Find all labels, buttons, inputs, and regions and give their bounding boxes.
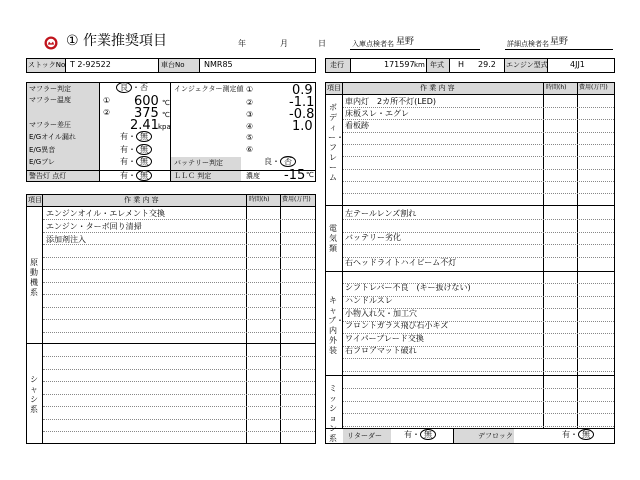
row-rule: [43, 394, 315, 395]
retarder-no: 無: [420, 429, 436, 440]
battery-bad: 否: [280, 156, 296, 167]
right-sec1-row-1: 車内灯 2カ所不灯(LED): [345, 97, 437, 106]
car-label: 車台No: [161, 61, 185, 69]
right-section4-label: ミッション系: [329, 384, 337, 443]
row-rule: [343, 181, 614, 182]
page-title: ① 作業推奨項目: [66, 33, 168, 49]
row-rule: [343, 308, 614, 309]
option-sep: ・: [132, 83, 140, 92]
detail-inspector-label: 詳細点検者名: [507, 40, 549, 48]
year-value: 29.2: [478, 60, 496, 69]
right-section-divider-3: [325, 375, 615, 376]
option-sep: ・: [128, 145, 136, 154]
row-rule: [43, 257, 315, 258]
row-rule: [343, 296, 614, 297]
right-header-cost: 費用(万円): [579, 84, 608, 91]
inspector-underline: [350, 49, 480, 50]
difflock-no: 無: [578, 429, 594, 440]
row-rule: [43, 307, 315, 308]
right-sec3-row-5: ワイパーブレード交換: [345, 334, 424, 343]
left-header-line: [26, 206, 316, 207]
right-sec3-row-3: 小物入れ欠・加工穴: [345, 309, 417, 318]
detail-inspector-name: 星野: [550, 37, 569, 47]
right-sec1-row-3: 看板跡: [345, 121, 369, 130]
muffler-temp-value2: 375: [134, 106, 159, 121]
row-rule: [343, 358, 614, 359]
option-sep: ・: [128, 157, 136, 166]
left-row-2: エンジン・ターボ回り清掃: [46, 222, 142, 231]
oil-leak-options: [120, 133, 152, 141]
oil-leak-label: E/Gオイル漏れ: [29, 133, 76, 141]
option-sep: ・: [128, 132, 136, 141]
noise-label: E/G異音: [29, 146, 56, 154]
row-rule: [43, 419, 315, 420]
right-header-line: [325, 94, 615, 95]
retarder-yes: 有: [404, 430, 412, 439]
mileage-value: 171597: [384, 60, 415, 69]
battery-options: [264, 158, 296, 166]
left-section1-label: 原動機系: [30, 258, 38, 297]
row-rule: [43, 294, 315, 295]
right-sec3-row-2: ハンドルスレ: [345, 296, 393, 305]
muffler-pressure-value: 2.41: [130, 118, 159, 133]
row-rule: [343, 107, 614, 108]
injector-label: インジェクター測定値: [174, 85, 244, 93]
option-sep: ・: [570, 430, 578, 439]
right-sec1-row-2: 床板スレ・エグレ: [345, 109, 409, 118]
row-rule: [343, 232, 614, 233]
row-rule: [43, 332, 315, 333]
right-section1-label: ボディー・フレーム: [328, 103, 344, 182]
option-sep: ・: [272, 157, 280, 166]
injector-num-6: ⑥: [246, 145, 254, 154]
row-rule: [343, 426, 614, 427]
row-rule: [43, 269, 315, 270]
row-rule: [343, 244, 614, 245]
left-header-cost: 費用(万円): [282, 196, 311, 203]
right-section-divider-2: [325, 271, 615, 272]
vibration-options: [120, 158, 152, 166]
row-rule: [343, 144, 614, 145]
row-rule: [343, 413, 614, 414]
muffler-pressure-label: マフラー差圧: [29, 121, 71, 129]
engine-label: エンジン型式: [506, 61, 548, 69]
right-table-header: [326, 83, 614, 94]
row-rule: [43, 319, 315, 320]
oil-leak-no: 無: [136, 131, 152, 142]
row-rule: [43, 232, 315, 233]
row-rule: [43, 282, 315, 283]
right-section2-label: 電気類: [329, 224, 337, 253]
year-label: 年式: [430, 61, 444, 69]
row-rule: [343, 156, 614, 157]
row-rule: [43, 381, 315, 382]
right-sec2-row-1: 左テールレンズ割れ: [345, 209, 417, 218]
date-month-label: 月: [280, 39, 288, 48]
vibration-label: E/Gブレ: [29, 158, 55, 166]
right-sec2-row-2: バッテリー劣化: [345, 233, 401, 242]
mileage-label: 走行: [330, 61, 344, 69]
row-rule: [343, 401, 614, 402]
right-col-time: [543, 82, 544, 428]
row-rule: [343, 283, 614, 284]
vibration-no: 無: [136, 156, 152, 167]
llc-value: -15: [284, 168, 306, 183]
muffler-temp-value1: 600: [134, 94, 159, 109]
right-sec3-row-1: シフトレバー不良 (キー抜けない): [345, 283, 471, 292]
left-header-content: 作 業 内 容: [124, 196, 159, 204]
left-table-header: [27, 195, 315, 206]
retarder-options: [404, 431, 436, 439]
left-row-1: エンジンオイル・エレメント交換: [46, 209, 165, 218]
row-rule: [343, 371, 614, 372]
right-header-time: 時間(h): [546, 84, 567, 91]
noise-options: [120, 146, 152, 154]
row-rule: [343, 321, 614, 322]
inspector-name: 星野: [396, 37, 415, 47]
left-row-3: 添加剤注入: [46, 235, 86, 244]
row-rule: [343, 388, 614, 389]
warning-light-label: 警告灯 点灯: [29, 172, 67, 180]
date-year-label: 年: [238, 39, 246, 48]
right-sec2-row-3: 右ヘッドライトハイビーム不灯: [345, 258, 457, 267]
option-sep: ・: [412, 430, 420, 439]
detail-inspector-underline: [505, 49, 613, 50]
right-section-divider-1: [325, 205, 615, 206]
injector-num-3: ③: [246, 110, 254, 119]
battery-label: バッテリー判定: [174, 159, 223, 167]
row-rule: [343, 346, 614, 347]
row-rule: [43, 406, 315, 407]
injector-value-4: 1.0: [292, 119, 313, 134]
muffler-judge-options: [116, 84, 148, 92]
row-rule: [43, 244, 315, 245]
check-divider: [99, 82, 100, 182]
row-rule: [43, 369, 315, 370]
car-value: NMR85: [204, 60, 233, 69]
injector-num-1: ①: [246, 85, 254, 94]
engine-value: 4JJ1: [570, 60, 585, 69]
row-rule: [43, 356, 315, 357]
injector-value-3: -0.8: [289, 107, 315, 122]
warning-options: [120, 172, 152, 180]
row-rule: [343, 169, 614, 170]
muffler-judge-label: マフラー判定: [29, 85, 71, 93]
noise-yes: 有: [120, 145, 128, 154]
inspector-label: 入庫点検者名: [352, 40, 394, 48]
option-sep: ・: [128, 171, 136, 180]
row-rule: [343, 333, 614, 334]
noise-no: 無: [136, 144, 152, 155]
warning-yes: 有: [120, 171, 128, 180]
right-section3-label: キャブ・内外装: [328, 296, 344, 355]
muffler-judge-good: 良: [116, 82, 132, 93]
stock-value: T 2-92522: [70, 60, 111, 69]
injector-value-2: -1.1: [289, 95, 315, 110]
llc-label: ＬＬＣ 判定: [174, 172, 212, 180]
row-rule: [43, 431, 315, 432]
right-header-content: 作 業 内 容: [420, 84, 455, 92]
date-day-label: 日: [318, 39, 326, 48]
vibration-yes: 有: [120, 157, 128, 166]
injector-num-2: ②: [246, 98, 254, 107]
row-rule: [343, 132, 614, 133]
left-section-divider: [26, 343, 316, 344]
right-col-cost: [577, 82, 578, 428]
row-rule: [43, 219, 315, 220]
right-sec3-row-4: フロントガラス飛び石小キズ: [345, 321, 449, 330]
injector-value-1: 0.9: [292, 83, 313, 98]
right-sec3-row-6: 右フロアマット破れ: [345, 346, 417, 355]
row-rule: [343, 219, 614, 220]
muffler-temp-unit1: ℃: [162, 99, 170, 107]
difflock-yes: 有: [562, 430, 570, 439]
retarder-label: リターダー: [347, 432, 382, 440]
year-era: H: [458, 60, 465, 69]
row-rule: [343, 257, 614, 258]
oil-leak-yes: 有: [120, 132, 128, 141]
llc-conc-label: 濃度: [246, 172, 260, 180]
left-section2-label: シャシ系: [30, 375, 38, 414]
battery-good: 良: [264, 157, 272, 166]
injector-num-4: ④: [246, 122, 254, 131]
muffler-temp-label: マフラー温度: [29, 96, 71, 104]
difflock-options: [562, 431, 594, 439]
stock-label: ストックNo: [28, 61, 66, 69]
brand-logo-icon: [44, 35, 58, 49]
mileage-unit: km: [414, 61, 425, 69]
left-header-item: 項目: [28, 196, 42, 204]
muffler-judge-bad: 否: [140, 83, 148, 92]
row-rule: [343, 193, 614, 194]
left-header-time: 時間(h): [249, 196, 270, 203]
muffler-temp-num2: ②: [103, 108, 111, 117]
warning-no: 無: [136, 170, 152, 181]
llc-unit: ℃: [306, 171, 314, 179]
row-rule: [343, 119, 614, 120]
muffler-temp-unit2: ℃: [162, 111, 170, 119]
injector-num-5: ⑤: [246, 133, 254, 142]
muffler-pressure-unit: kpa: [158, 123, 171, 131]
difflock-label: デフロック: [478, 432, 513, 440]
muffler-temp-num1: ①: [103, 96, 111, 105]
right-header-item: 項目: [327, 84, 341, 92]
